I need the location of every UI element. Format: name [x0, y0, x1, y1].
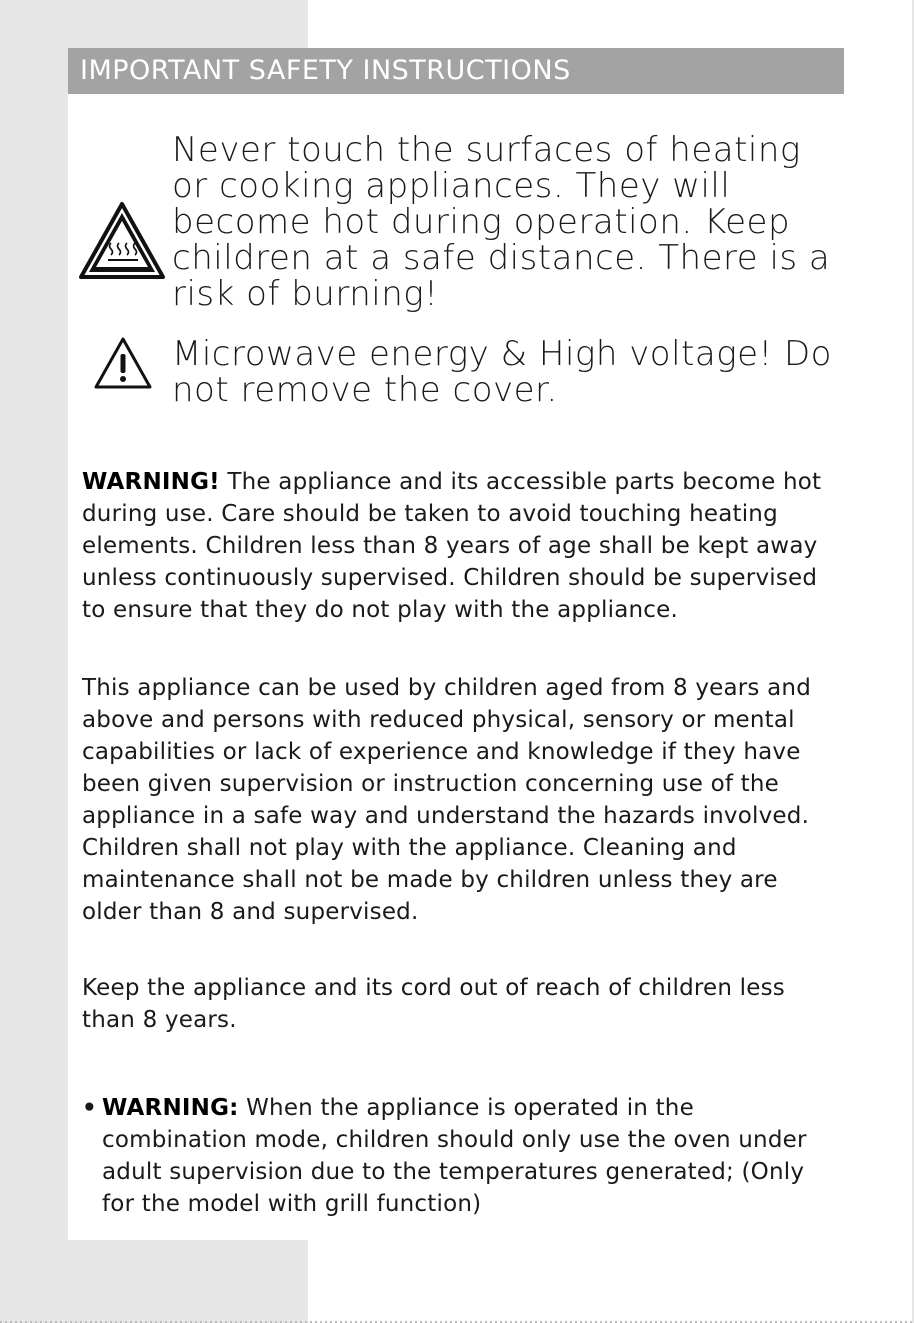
hot-surface-warning-icon	[78, 201, 166, 281]
page-title: IMPORTANT SAFETY INSTRUCTIONS	[80, 55, 571, 86]
section-header	[68, 48, 844, 94]
bullet-point: •	[82, 1095, 97, 1121]
hot-surface-warning-text: Never touch the surfaces of heating or cooking appliances. They will become hot during operation. Keep children at a safe distance. There is a risk of burning!	[172, 130, 831, 314]
warning-label: WARNING!	[82, 469, 220, 495]
cord-reach-paragraph: Keep the appliance and its cord out of reach of children less than 8 years.	[82, 975, 785, 1033]
microwave-voltage-warning-text: Microwave energy & High voltage! Do not remove the cover.	[172, 334, 832, 410]
combination-mode-warning-item	[82, 1092, 834, 1220]
children-usage-paragraph: This appliance can be used by children aged from 8 years and above and persons with reduced physical, sensory or mental capabilities or lack of experience and knowledge if they have been given supervision or instruction concerning use of the appliance in a safe way and understand the hazards involved. Children shall not play with the appliance. Cleaning and maintenance shall not be made by children unless they are older than 8 and supervised.	[82, 675, 811, 925]
warning-paragraph	[82, 466, 834, 626]
warning-paragraph-text: The appliance and its accessible parts become hot during use. Care should be taken to avoid touching heating elements. Children less than 8 years of age shall be kept away unless continuously supervised. Children should be supervised to ensure that they do not play with the appliance.	[82, 469, 822, 623]
exclamation-warning-icon	[93, 336, 153, 390]
combination-mode-warning-text	[102, 1092, 834, 1220]
safety-page	[68, 48, 844, 1240]
combination-mode-text: When the appliance is operated in the combination mode, children should only use the oven under adult supervision due to the temperatures generated; (Only for the model with grill function)	[102, 1095, 807, 1217]
warning-label: WARNING:	[102, 1095, 239, 1121]
